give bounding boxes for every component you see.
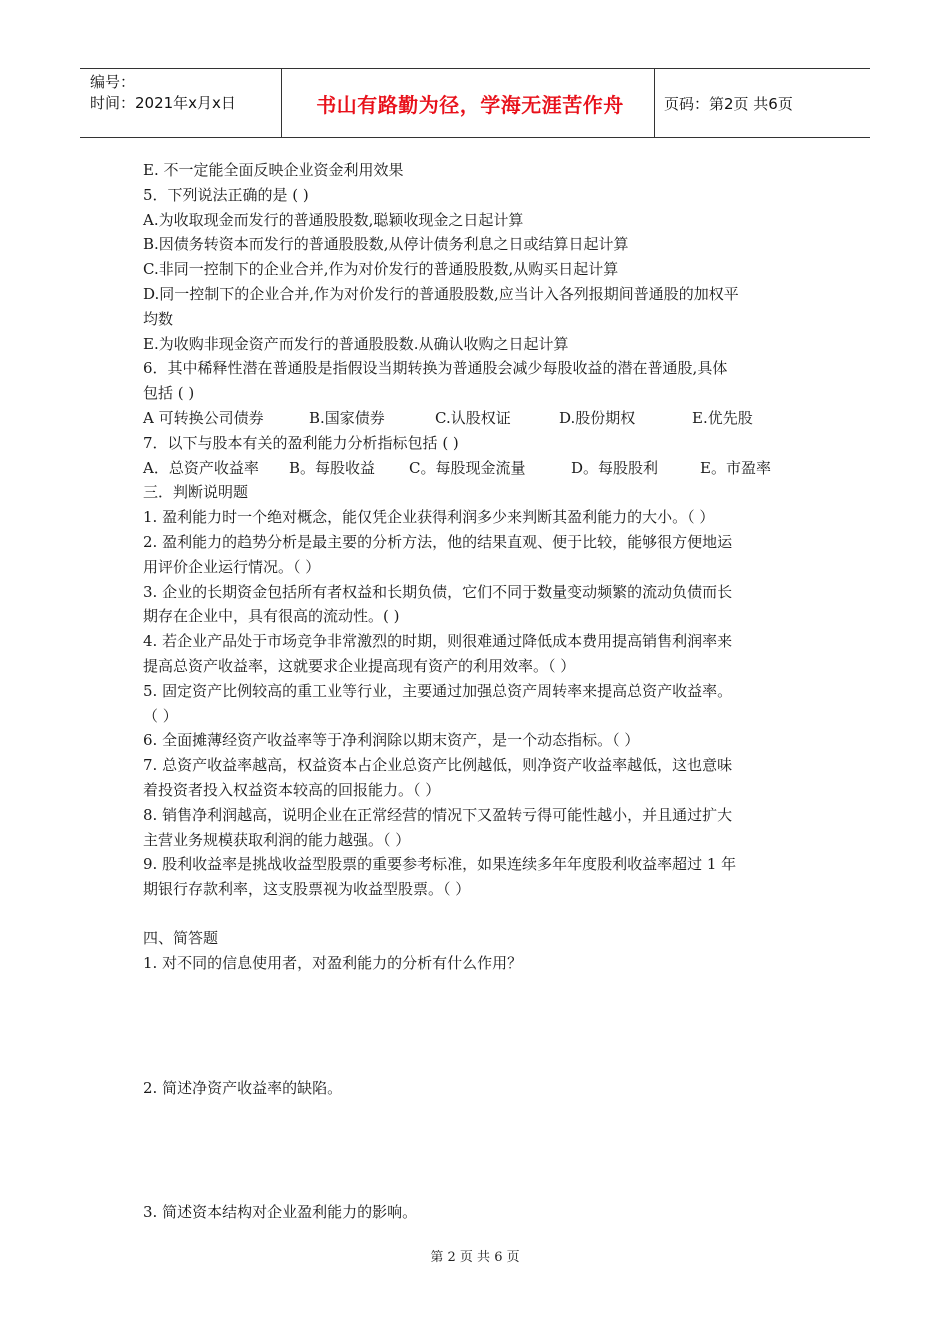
judgement-5: 5. 固定资产比例较高的重工业等行业，主要通过加强总资产周转率来提高总资产收益率。 [143,681,733,700]
judgement-7: 7. 总资产收益率越高，权益资本占企业总资产比例越低，则净资产收益率越低，这也意味 [143,756,733,775]
question-6-options [143,406,813,431]
document-body [143,158,813,1225]
question-7: 7．以下与股本有关的盈利能力分析指标包括 ( ) [143,433,459,452]
header-meta [90,72,280,114]
short-answer-1: 1. 对不同的信息使用者，对盈利能力的分析有什么作用？ [143,953,523,972]
option: B。每股收益 [289,458,376,477]
judgement-8: 8. 销售净利润越高，说明企业在正常经营的情况下又盈转亏得可能性越小，并且通过扩大 [143,805,733,824]
text-line: D.同一控制下的企业合并,作为对价发行的普通股股数,应当计入各列报期间普通股的加权平 [143,284,739,303]
page-footer: 第 2 页 共 6 页 [430,1250,520,1265]
option: D.股份期权 [559,408,636,427]
option: C。每股现金流量 [409,458,526,477]
text-line: E.为收购非现金资产而发行的普通股股数.从确认收购之日起计算 [143,334,569,353]
option: D。每股股利 [571,458,659,477]
option: C.认股权证 [435,408,511,427]
text-line: C.非同一控制下的企业合并,作为对价发行的普通股股数,从购买日起计算 [143,260,619,279]
judgement-6: 6. 全面摊薄经资产收益率等于净利润除以期末资产，是一个动态指标。（ ） [143,731,640,750]
time-label: 时间：2021年x月x日 [90,94,236,112]
text-line: B.因债务转资本而发行的普通股股数,从停计债务利息之日或结算日起计算 [143,235,629,254]
header-page-label: 页码：第2页 共6页 [664,94,793,113]
short-answer-3: 3. 简述资本结构对企业盈利能力的影响。 [143,1203,418,1222]
text-line: 均数 [143,309,174,328]
text-line: 期银行存款利率，这支股票视为收益型股票。（ ） [143,880,471,899]
short-answer-2: 2. 简述净资产收益率的缺陷。 [143,1078,343,1097]
option: A．总资产收益率 [143,458,259,477]
section-heading: 四、简答题 [143,928,219,947]
serial-label: 编号： [90,73,136,91]
judgement-9: 9. 股利收益率是挑战收益型股票的重要参考标准，如果连续多年年度股利收益率超过 1 年 [143,855,737,874]
header-divider-left [281,69,282,137]
judgement-1: 1. 盈利能力时一个绝对概念，能仅凭企业获得利润多少来判断其盈利能力的大小。（ ） [143,508,715,527]
text-line: A.为收取现金而发行的普通股股数,聪颖收现金之日起计算 [143,210,524,229]
option: E.优先股 [692,408,753,427]
question-7-options [143,456,813,481]
text-line: 用评价企业运行情况。（ ） [143,557,321,576]
text-line: 着投资者投入权益资本较高的回报能力。（ ） [143,780,441,799]
text-line: 主营业务规模获取利润的能力越强。（ ） [143,830,411,849]
header-motto: 书山有路勤为径，学海无涯苦作舟 [316,92,624,117]
judgement-3: 3. 企业的长期资金包括所有者权益和长期负债，它们不同于数量变动频繁的流动负债而长 [143,582,733,601]
question-5: 5．下列说法正确的是 ( ) [143,185,309,204]
option: E。市盈率 [700,458,771,477]
text-line: E. 不一定能全面反映企业资金利用效果 [143,161,404,179]
question-6: 6．其中稀释性潜在普通股是指假设当期转换为普通股会减少每股收益的潜在普通股,具体 [143,359,728,378]
text-line: 包括 ( ) [143,384,195,403]
text-line: （ ） [143,706,178,725]
page-header [80,68,870,138]
option: B.国家债券 [309,408,385,427]
judgement-4: 4. 若企业产品处于市场竞争非常激烈的时期，则很难通过降低成本费用提高销售利润率来 [143,632,733,651]
text-line: 提高总资产收益率，这就要求企业提高现有资产的利用效率。（ ） [143,656,576,675]
judgement-2: 2. 盈利能力的趋势分析是最主要的分析方法，他的结果直观、便于比较，能够很方便地运 [143,532,733,551]
section-heading: 三．判断说明题 [143,483,249,502]
text-line: 期存在企业中，具有很高的流动性。( ) [143,607,400,626]
option: A 可转换公司债券 [143,408,264,427]
